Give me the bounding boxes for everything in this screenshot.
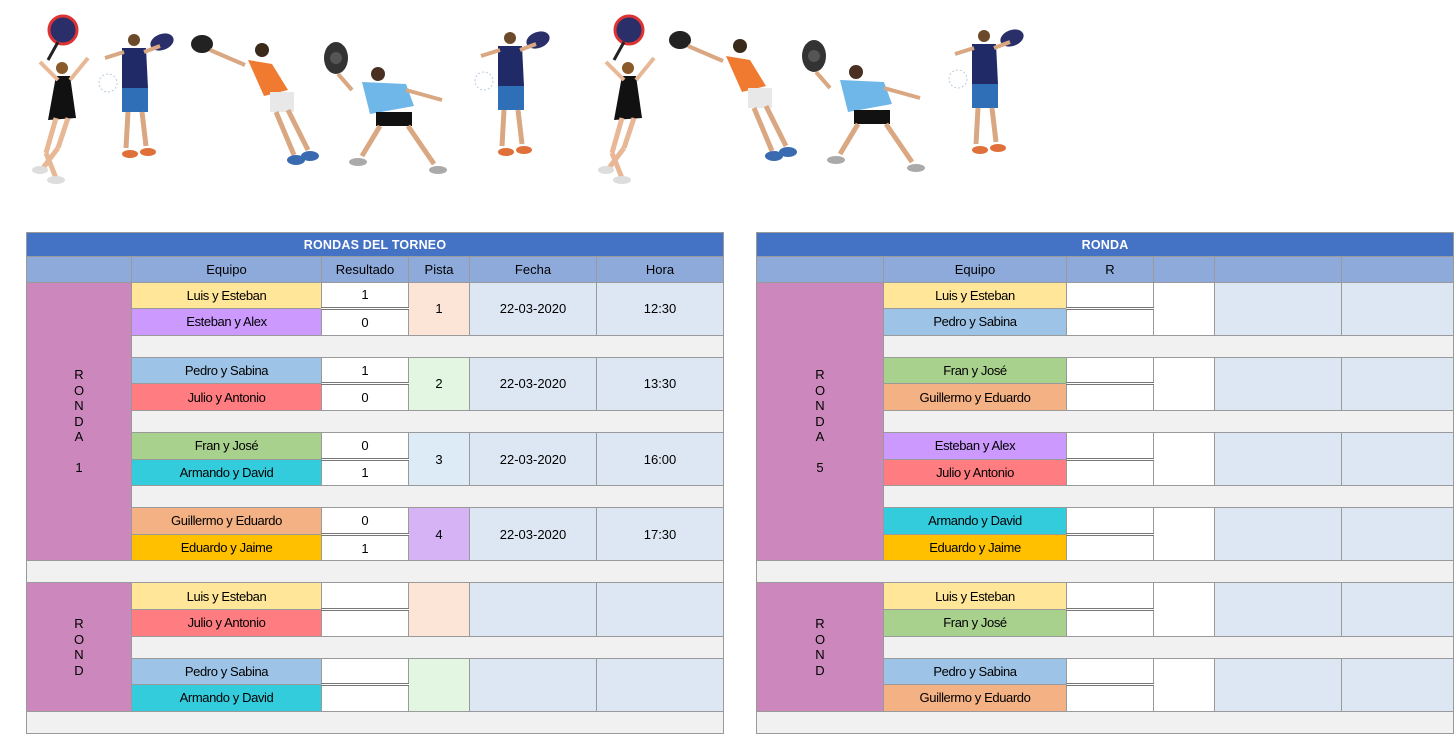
player-man-blue-icon (949, 26, 1026, 154)
team-cell[interactable]: Luis y Esteban (132, 282, 322, 309)
player-diving-icon (669, 31, 797, 161)
team-cell[interactable]: Luis y Esteban (884, 282, 1067, 309)
header-cell: Pista (409, 257, 470, 283)
court-cell[interactable] (1154, 583, 1215, 636)
date-cell[interactable] (1215, 432, 1342, 485)
match-row (757, 583, 1454, 610)
round-label-text: R O N D (814, 616, 826, 678)
result-cell[interactable] (1067, 508, 1154, 535)
title-row (27, 233, 724, 257)
header-cell: Resultado (322, 257, 409, 283)
team-cell[interactable]: Luis y Esteban (132, 583, 322, 610)
match-row (27, 508, 724, 535)
time-cell[interactable] (1342, 357, 1454, 410)
round-gap (757, 711, 1454, 733)
result-cell[interactable] (1067, 609, 1154, 636)
spacer-cell (884, 410, 1454, 432)
team-cell[interactable]: Pedro y Sabina (132, 658, 322, 685)
result-cell[interactable]: 1 (322, 459, 409, 486)
tournament-rounds-table-2 (756, 232, 1129, 714)
result-cell[interactable] (1067, 384, 1154, 411)
player-lunge-icon (324, 42, 447, 174)
result-cell[interactable] (322, 685, 409, 712)
team-cell[interactable]: Eduardo y Jaime (884, 534, 1067, 561)
round-label-text: R O N D A 1 (73, 367, 85, 476)
spacer-row (27, 335, 724, 357)
round-gap-row (27, 561, 724, 583)
time-cell[interactable] (1342, 508, 1454, 561)
result-cell[interactable]: 1 (322, 357, 409, 384)
spacer-cell (884, 335, 1454, 357)
team-cell[interactable]: Esteban y Alex (132, 309, 322, 336)
result-cell[interactable] (1067, 357, 1154, 384)
player-man-blue-icon (99, 30, 176, 158)
banner-image (0, 0, 1080, 200)
header-cell: Fecha (470, 257, 597, 283)
spacer-row (27, 636, 724, 658)
spacer-cell (884, 486, 1454, 508)
header-cell (1215, 257, 1342, 283)
court-cell[interactable] (1154, 282, 1215, 335)
time-cell[interactable]: 12:30 (597, 282, 724, 335)
player-lunge-icon (802, 40, 925, 172)
header-cell: R (1067, 257, 1154, 283)
team-cell[interactable]: Fran y José (132, 432, 322, 459)
date-cell[interactable]: 22-03-2020 (470, 508, 597, 561)
time-cell[interactable]: 13:30 (597, 357, 724, 410)
date-cell[interactable]: 22-03-2020 (470, 282, 597, 335)
header-cell: Equipo (884, 257, 1067, 283)
time-cell[interactable] (1342, 432, 1454, 485)
team-cell[interactable]: Fran y José (884, 357, 1067, 384)
player-woman-icon (32, 16, 88, 184)
team-cell[interactable]: Armando y David (884, 508, 1067, 535)
player-woman-icon (598, 16, 654, 184)
result-cell[interactable] (1067, 309, 1154, 336)
result-cell[interactable]: 0 (322, 384, 409, 411)
court-cell[interactable]: 3 (409, 432, 470, 485)
table-title: RONDAS DEL TORNEO (27, 233, 724, 257)
result-cell[interactable] (1067, 658, 1154, 685)
team-cell[interactable]: Fran y José (884, 609, 1067, 636)
date-cell[interactable]: 22-03-2020 (470, 357, 597, 410)
player-diving-icon (191, 35, 319, 165)
team-cell[interactable]: Luis y Esteban (884, 583, 1067, 610)
spacer-cell (884, 636, 1454, 658)
result-cell[interactable] (1067, 583, 1154, 610)
round-label (757, 583, 884, 711)
court-cell[interactable] (1154, 432, 1215, 485)
player-man-blue-icon (475, 28, 552, 156)
team-cell[interactable]: Guillermo y Eduardo (132, 508, 322, 535)
result-cell[interactable] (322, 658, 409, 685)
date-cell[interactable] (1215, 583, 1342, 636)
match-row (27, 282, 724, 309)
match-row (27, 658, 724, 685)
date-cell[interactable] (470, 658, 597, 711)
result-cell[interactable]: 0 (322, 309, 409, 336)
date-cell[interactable] (1215, 508, 1342, 561)
header-cell (1342, 257, 1454, 283)
result-cell[interactable] (1067, 432, 1154, 459)
team-cell[interactable]: Pedro y Sabina (884, 658, 1067, 685)
match-row (27, 357, 724, 384)
result-cell[interactable]: 0 (322, 432, 409, 459)
team-cell[interactable]: Pedro y Sabina (884, 309, 1067, 336)
spacer-cell (132, 486, 724, 508)
team-cell[interactable]: Guillermo y Eduardo (884, 685, 1067, 712)
round-gap-row (757, 711, 1454, 733)
team-cell[interactable]: Esteban y Alex (884, 432, 1067, 459)
team-cell[interactable]: Julio y Antonio (132, 384, 322, 411)
round-label (27, 583, 132, 711)
team-cell[interactable]: Guillermo y Eduardo (884, 384, 1067, 411)
result-cell[interactable] (1067, 282, 1154, 309)
court-cell[interactable] (409, 583, 470, 636)
padel-players-banner (0, 0, 1080, 200)
round-label (757, 282, 884, 561)
header-cell: Equipo (132, 257, 322, 283)
match-row (27, 583, 724, 610)
court-cell[interactable] (1154, 357, 1215, 410)
team-cell[interactable]: Eduardo y Jaime (132, 534, 322, 561)
round-label-text: R O N D (73, 616, 85, 678)
result-cell[interactable] (1067, 685, 1154, 712)
court-cell[interactable] (1154, 508, 1215, 561)
time-cell[interactable] (1342, 282, 1454, 335)
result-cell[interactable]: 0 (322, 508, 409, 535)
header-row (27, 257, 724, 283)
round-gap (27, 711, 724, 733)
spacer-row (27, 410, 724, 432)
match-row (757, 282, 1454, 309)
spacer-cell (132, 410, 724, 432)
team-cell[interactable]: Julio y Antonio (884, 459, 1067, 486)
tournament-rounds-table (26, 232, 723, 714)
court-cell[interactable]: 2 (409, 357, 470, 410)
court-cell[interactable] (1154, 658, 1215, 711)
round-label-text: R O N D A 5 (814, 367, 826, 476)
round-gap (757, 561, 1454, 583)
result-cell[interactable]: 1 (322, 534, 409, 561)
result-cell[interactable] (1067, 534, 1154, 561)
team-cell[interactable]: Armando y David (132, 685, 322, 712)
court-cell[interactable]: 4 (409, 508, 470, 561)
header-blank (27, 257, 132, 283)
header-row (757, 257, 1454, 283)
result-cell[interactable] (322, 583, 409, 610)
date-cell[interactable]: 22-03-2020 (470, 432, 597, 485)
match-row (27, 432, 724, 459)
time-cell[interactable]: 17:30 (597, 508, 724, 561)
result-cell[interactable] (322, 609, 409, 636)
title-row (757, 233, 1454, 257)
header-blank (757, 257, 884, 283)
header-cell (1154, 257, 1215, 283)
round-label (27, 282, 132, 561)
date-cell[interactable] (1215, 282, 1342, 335)
time-cell[interactable] (1342, 583, 1454, 636)
time-cell[interactable] (597, 658, 724, 711)
time-cell[interactable]: 16:00 (597, 432, 724, 485)
header-cell: Hora (597, 257, 724, 283)
date-cell[interactable] (1215, 658, 1342, 711)
result-cell[interactable]: 1 (322, 282, 409, 309)
team-cell[interactable]: Julio y Antonio (132, 609, 322, 636)
court-cell[interactable]: 1 (409, 282, 470, 335)
date-cell[interactable] (470, 583, 597, 636)
result-cell[interactable] (1067, 459, 1154, 486)
table-title: RONDA (757, 233, 1454, 257)
round-gap-row (27, 711, 724, 733)
spacer-cell (132, 636, 724, 658)
court-cell[interactable] (409, 658, 470, 711)
spacer-cell (132, 335, 724, 357)
date-cell[interactable] (1215, 357, 1342, 410)
time-cell[interactable] (597, 583, 724, 636)
round-gap (27, 561, 724, 583)
time-cell[interactable] (1342, 658, 1454, 711)
team-cell[interactable]: Pedro y Sabina (132, 357, 322, 384)
team-cell[interactable]: Armando y David (132, 459, 322, 486)
spacer-row (27, 486, 724, 508)
round-gap-row (757, 561, 1454, 583)
